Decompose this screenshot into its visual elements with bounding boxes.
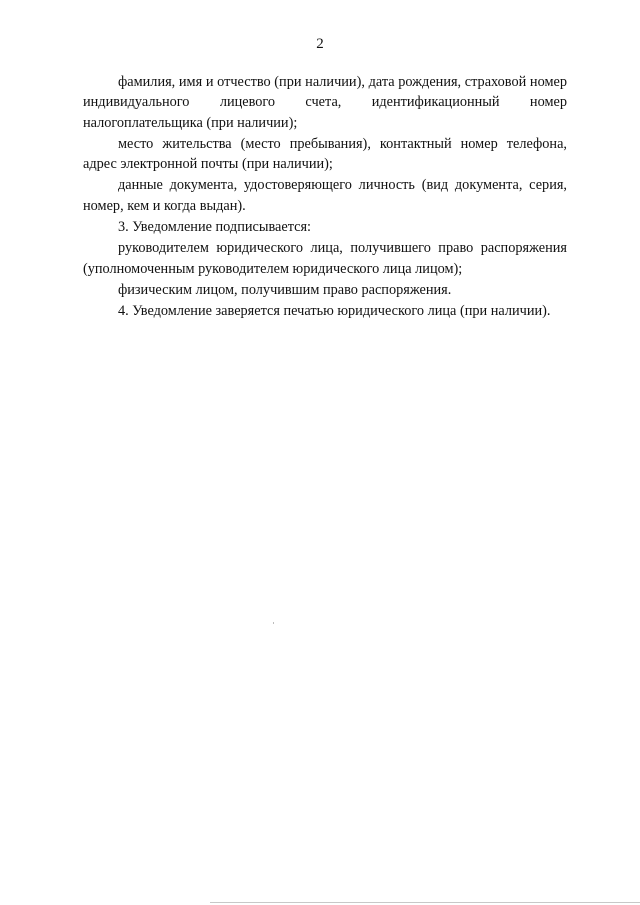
scan-bottom-edge [210,902,640,903]
paragraph-signed-by-legal-entity: руководителем юридического лица, получившего право распоряжения (уполномоченным руководителем юридического лица лицом); [83,240,567,277]
document-body [83,72,567,322]
paragraph-signed-by-individual: физическим лицом, получившим право распоряжения. [118,281,452,298]
page-number: 2 [316,36,324,52]
paragraph-residence-contacts: место жительства (место пребывания), контактный номер телефона, адрес электронной почты (при наличии); [83,135,567,173]
paragraph-personal-data: фамилия, имя и отчество (при наличии), дата рождения, страховой номер индивидуального лицевого счета, идентификационный номер налогоплательщика (при наличии); [83,74,567,131]
paragraph-section-3-heading: 3. Уведомление подписывается: [118,219,312,236]
paragraph-section-4-seal: 4. Уведомление заверяется печатью юридического лица (при наличии). [118,303,551,320]
scan-speck [273,622,274,624]
paragraph-identity-document: данные документа, удостоверяющего личность (вид документа, серия, номер, кем и когда выдан). [83,177,567,214]
